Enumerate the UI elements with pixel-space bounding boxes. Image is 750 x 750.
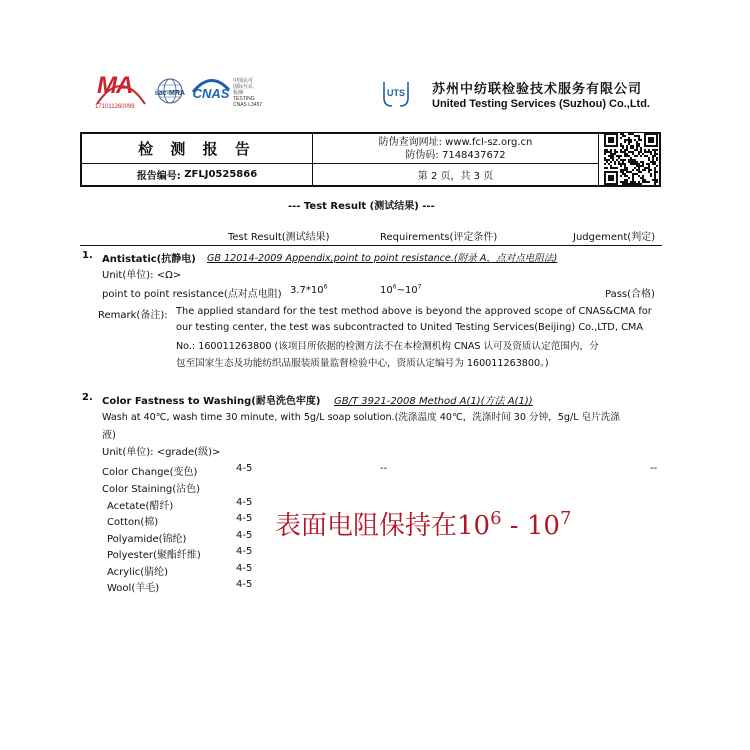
remark-label: Remark(备注): xyxy=(98,310,168,321)
washing-unit: Unit(单位): <grade(级)> xyxy=(102,447,221,458)
column-requirements: Requirements(评定条件) xyxy=(380,232,498,243)
staining-fiber: Polyamide(锦纶) xyxy=(107,534,187,545)
ilac-mra-logo xyxy=(152,76,188,110)
section-title: --- Test Result (测试结果) --- xyxy=(288,201,435,212)
qr-code[interactable] xyxy=(604,133,658,185)
staining-value: 4-5 xyxy=(236,497,253,508)
staining-value: 4-5 xyxy=(236,513,253,524)
cnas-logo xyxy=(189,74,233,110)
column-judgement: Judgement(判定) xyxy=(573,232,656,243)
anti-fake-info: 防伪查询网址: www.fcl-sz.org.cn 防伪码: 7148437672 xyxy=(313,134,599,164)
antistatic-result: $3.7*10^6$ xyxy=(290,283,328,296)
washing-title: Color Fastness to Washing(耐皂洗色牢度) xyxy=(102,396,321,407)
report-title: 检 测 报 告 xyxy=(82,134,313,164)
remark-line: No.: 160011263800 (该项目所依据的检测方法不在本检测机构 CNAS 认可及资质认定范围内，分 xyxy=(176,341,599,352)
uts-logo-text: UTS xyxy=(387,88,405,98)
staining-fiber: Acetate(醋纤) xyxy=(107,501,174,512)
washing-condition: Wash at 40℃, wash time 30 minute, with 5g/L soap solution.(洗涤温度 40℃，洗涤时间 30 分钟，5g/L 皂片洗涤 xyxy=(102,412,620,423)
item-number-1: 1. xyxy=(82,250,93,261)
staining-fiber: Acrylic(腈纶) xyxy=(107,567,169,578)
antistatic-requirement: $10^6\sim 10^7$ xyxy=(380,283,422,296)
remark-line: our testing center, the test was subcontracted to United Testing Services(Beijing) Co.,LTD, CMA xyxy=(176,322,644,333)
company-name-cn: 苏州中纺联检验技术服务有限公司 xyxy=(432,82,643,97)
staining-value: 4-5 xyxy=(236,530,253,541)
washing-method: GB/T 3921-2008 Method A(1)(方法 A(1)) xyxy=(334,396,533,407)
washing-condition: 液) xyxy=(102,430,116,441)
page-indicator: 第 2 页，共 3 页 xyxy=(313,164,599,185)
report-number: 报告编号: ZFLJ0525866 xyxy=(82,164,313,185)
resistance-annotation: 表面电阻保持在$10^6 - 10^7$ xyxy=(275,508,572,541)
color-change-judgement: -- xyxy=(650,463,658,474)
remark-line: The applied standard for the test method above is beyond the approved scope of CNAS&CMA for xyxy=(176,306,652,317)
column-test-result: Test Result(测试结果) xyxy=(228,232,330,243)
color-staining-label: Color Staining(沾色) xyxy=(102,484,201,495)
cnas-logo-text: CNAS xyxy=(192,86,230,101)
company-name-en: United Testing Services (Suzhou) Co.,Ltd. xyxy=(432,98,650,110)
remark-line: 包至国家生态及功能纺织品服装质量监督检验中心，资质认定编号为 160011263800。) xyxy=(176,358,549,369)
antistatic-method: GB 12014-2009 Appendix,point to point resistance.(附录 A，点对点电阻法) xyxy=(207,253,558,264)
ilac-logo-text: ilac-MRA xyxy=(155,90,185,97)
staining-fiber: Cotton(棉) xyxy=(107,517,159,528)
staining-value: 4-5 xyxy=(236,546,253,557)
cma-logo-text: MA xyxy=(97,72,133,99)
color-change-requirement: -- xyxy=(380,463,388,474)
color-change-label: Color Change(变色) xyxy=(102,467,198,478)
antistatic-unit: Unit(单位): <Ω> xyxy=(102,270,182,281)
staining-fiber: Wool(羊毛) xyxy=(107,583,160,594)
antistatic-row-label: point to point resistance(点对点电阻) xyxy=(102,289,282,300)
antistatic-judgement: Pass(合格) xyxy=(605,289,655,300)
column-divider xyxy=(80,245,662,246)
cnas-side-text: 中国认可 国际互认 检测 TESTING CNAS L3457 xyxy=(233,78,263,108)
color-change-value: 4-5 xyxy=(236,463,253,474)
cma-code: 171011260099 xyxy=(95,104,135,110)
staining-value: 4-5 xyxy=(236,563,253,574)
anti-fake-url[interactable]: www.fcl-sz.org.cn xyxy=(445,137,533,148)
staining-fiber: Polyester(聚酯纤维) xyxy=(107,550,201,561)
anti-fake-code: 7148437672 xyxy=(441,150,506,161)
uts-logo xyxy=(380,78,412,108)
report-header-table xyxy=(80,132,661,187)
antistatic-title: Antistatic(抗静电) xyxy=(102,254,196,265)
staining-value: 4-5 xyxy=(236,579,253,590)
item-number-2: 2. xyxy=(82,392,93,403)
